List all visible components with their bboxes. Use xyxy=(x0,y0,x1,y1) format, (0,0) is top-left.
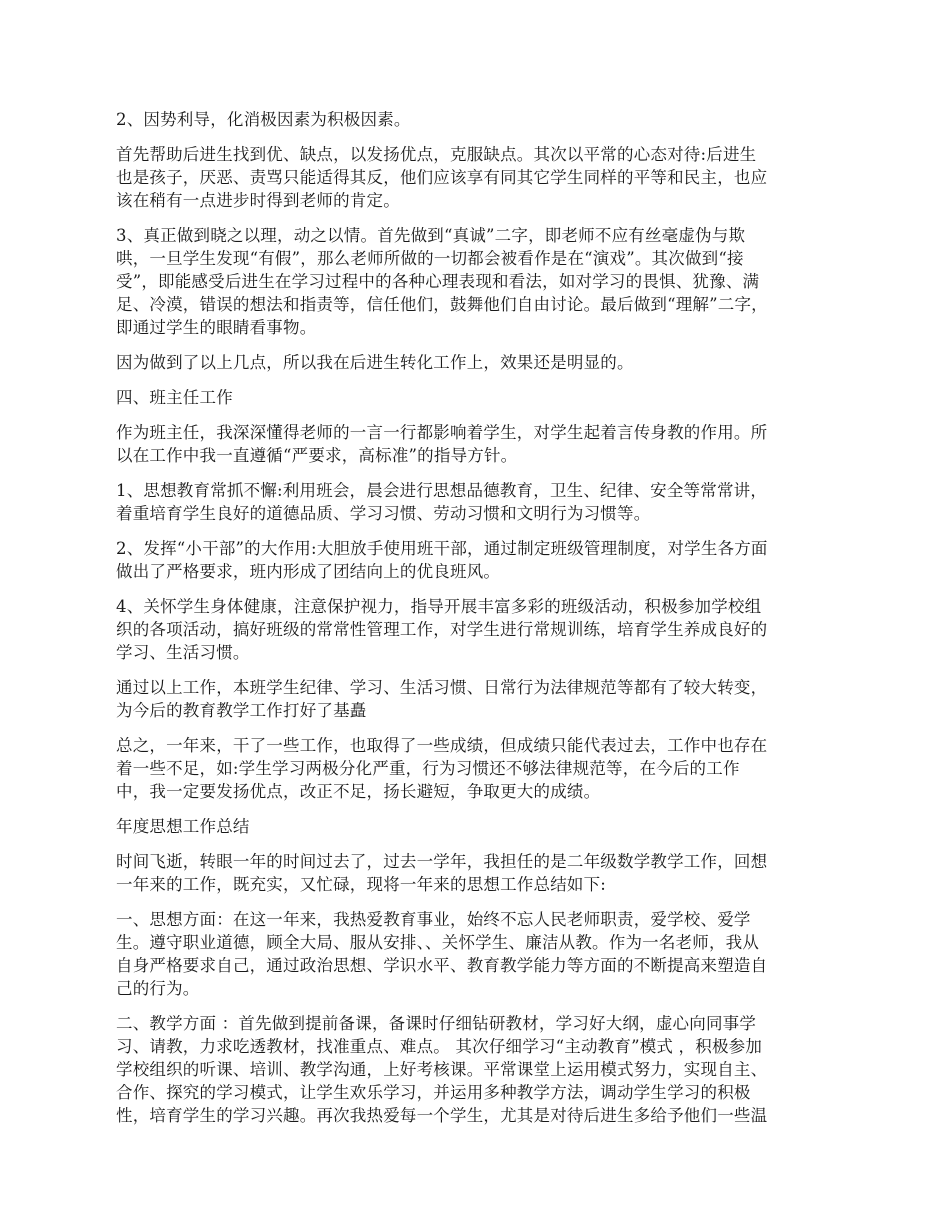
paragraph-13: 时间飞逝，转眼一年的时间过去了，过去一学年，我担任的是二年级数学教学工作，回想 一年来的工作，既充实，又忙碌，现将一年来的思想工作总结如下: xyxy=(116,852,768,894)
paragraph-14: 一、思想方面：在这一年来，我热爱教育事业，始终不忘人民老师职责，爱学校、爱学 生。遵守职业道德，顾全大局、服从安排、、关怀学生、廉洁从教。作为一名老师，我从 自身严格要求自己，通过政治思想、学识水平、教育教学能力等方面的不断提高来塑造自 己的行为。 xyxy=(116,910,768,998)
paragraph-8: 2、发挥“小干部”的大作用:大胆放手使用班干部，通过制定班级管理制度，对学生各方面 做出了严格要求，班内形成了团结向上的优良班风。 xyxy=(116,539,768,581)
paragraph-3: 3、真正做到晓之以理，动之以情。首先做到“真诚”二字，即老师不应有丝毫虚伪与欺 哄，一旦学生发现“有假”，那么老师所做的一切都会被看作是在“演戏”。其次做到“接 受”，即能感受后进生在学习过程中的各种心理表现和看法，如对学习的畏惧、犹豫、满 足、冷漠，错误的想法和指责等，信任他们，鼓舞他们自由讨论。最后做到“理解”二字， 即通过学生的眼睛看事物。 xyxy=(116,226,768,337)
paragraph-1: 2、因势利导，化消极因素为积极因素。 xyxy=(116,110,411,129)
paragraph-9: 4、关怀学生身体健康，注意保护视力，指导开展丰富多彩的班级活动，积极参加学校组 织的各项活动，搞好班级的常常性管理工作，对学生进行常规训练，培育学生养成良好的 学习、生活习惯。 xyxy=(116,597,768,662)
paragraph-7: 1、思想教育常抓不懈:利用班会，晨会进行思想品德教育，卫生、纪律、安全等常常讲， 着重培育学生良好的道德品质、学习习惯、劳动习惯和文明行为习惯等。 xyxy=(116,481,768,523)
paragraph-4: 因为做到了以上几点，所以我在后进生转化工作上，效果还是明显的。 xyxy=(116,353,634,372)
paragraph-2: 首先帮助后进生找到优、缺点，以发扬优点，克服缺点。其次以平常的心态对待:后进生 也是孩子，厌恶、责骂只能适得其反，他们应该享有同其它学生同样的平等和民主，也应 该在稍有一点进步时得到老师的肯定。 xyxy=(116,145,768,210)
section-title-annual-summary: 年度思想工作总结 xyxy=(116,817,250,836)
section-heading-class-teacher: 四、班主任工作 xyxy=(116,388,233,407)
paragraph-10: 通过以上工作，本班学生纪律、学习、生活习惯、日常行为法律规范等都有了较大转变， 为今后的教育教学工作打好了基矗 xyxy=(116,678,768,720)
paragraph-11: 总之，一年来，干了一些工作，也取得了一些成绩，但成绩只能代表过去，工作中也存在 着一些不足，如:学生学习两极分化严重，行为习惯还不够法律规范等，在今后的工作 中，我一定要发扬优点，改正不足，扬长避短，争取更大的成绩。 xyxy=(116,736,768,801)
paragraph-15: 二、教学方面 ：首先做到提前备课，备课时仔细钻研教材，学习好大纲，虚心向同事学 习、请教，力求吃透教材，找准重点、难点。 其次仔细学习“主动教育”模式 ，积极参加 学校组织的听课、培训、教学沟通，上好考核课。平常课堂上运用模式努力，实现自主、 合作、探究的学习模式，让学生欢乐学习，并运用多种教学方法，调动学生学习的积极 性，培育学生的学习兴趣。再次我热爱每一个学生，尤其是对待后进生多给予他们一些温 xyxy=(116,1014,768,1125)
paragraph-6: 作为班主任，我深深懂得老师的一言一行都影响着学生，对学生起着言传身教的作用。所 以在工作中我一直遵循“严要求，高标准”的指导方针。 xyxy=(116,423,768,465)
